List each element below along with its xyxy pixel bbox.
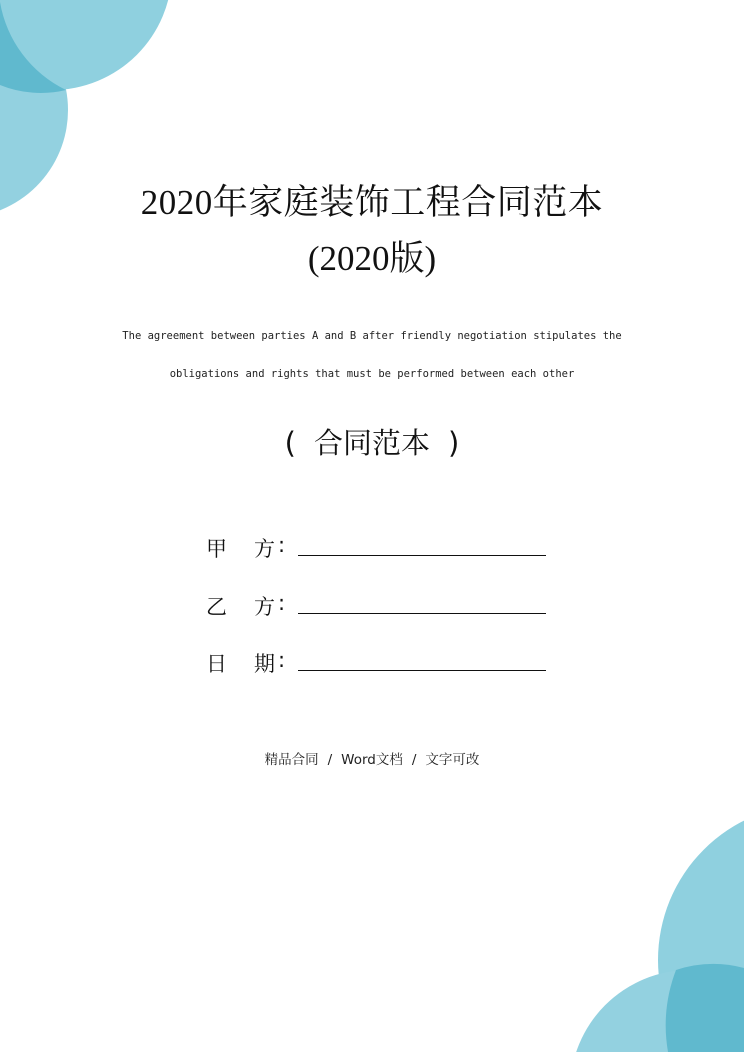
document-type-close-paren: ) <box>448 426 460 460</box>
footer-part-2: Word文档 <box>341 752 403 768</box>
document-type <box>0 420 744 466</box>
party-a-colon: : <box>278 533 286 557</box>
party-b-label-char-2: 方 <box>254 595 275 619</box>
footer-part-1: 精品合同 <box>264 752 319 768</box>
footer-separator-2: / <box>411 752 417 768</box>
party-a-label-char-2: 方 <box>254 537 275 561</box>
bottom-right-circle-decoration <box>570 804 744 1052</box>
subtitle-line-1: The agreement between parties A and B after friendly negotiation stipulates the <box>122 330 622 342</box>
date-label-char-1: 日 <box>206 652 227 676</box>
footer-separator-1: / <box>327 752 333 768</box>
footer-tagline <box>0 748 744 768</box>
date-blank-line[interactable] <box>298 670 546 671</box>
document-version: (2020版) <box>307 239 437 278</box>
document-title: 2020年家庭装饰工程合同范本 <box>140 183 604 222</box>
footer-part-3: 文字可改 <box>425 752 480 768</box>
party-b-colon: : <box>278 591 286 615</box>
document-type-open-paren: ( <box>284 426 296 460</box>
party-b-blank-line[interactable] <box>298 613 546 614</box>
document-type-label: 合同范本 <box>313 426 430 460</box>
date-label-char-2: 期 <box>254 652 275 676</box>
party-a-blank-line[interactable] <box>298 555 546 556</box>
party-a-label-char-1: 甲 <box>206 537 227 561</box>
date-colon: : <box>278 648 286 672</box>
subtitle-line-2: obligations and rights that must be performed between each other <box>169 368 575 380</box>
party-b-label-char-1: 乙 <box>206 595 227 619</box>
